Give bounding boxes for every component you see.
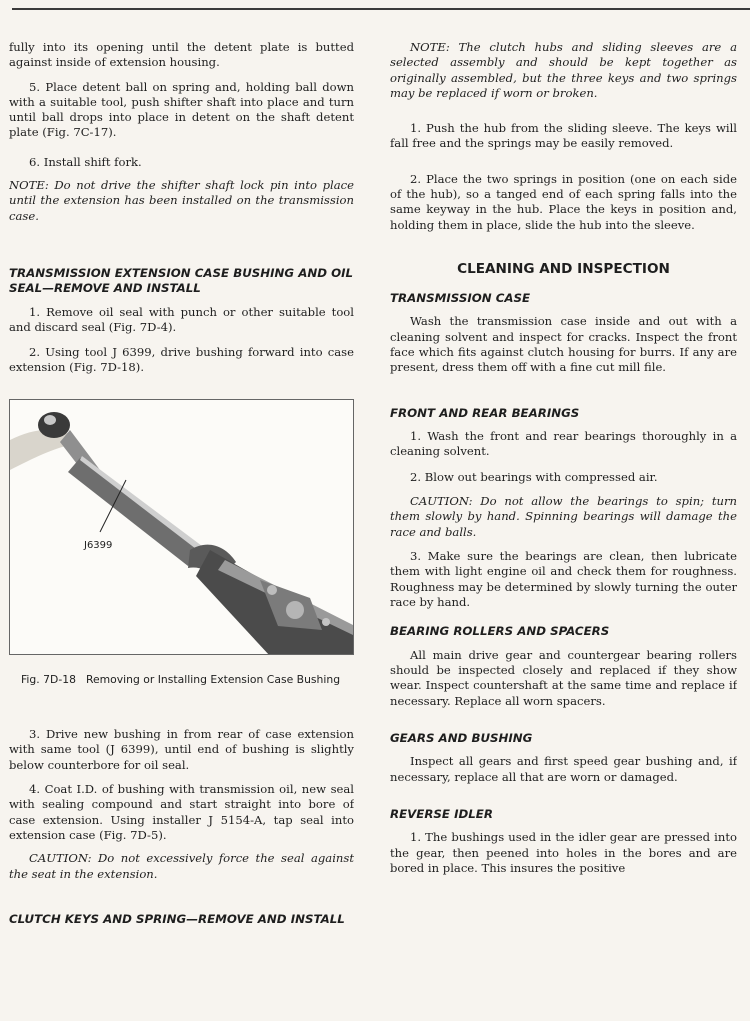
- heading-bearing-rollers: BEARING ROLLERS AND SPACERS: [390, 624, 610, 639]
- bearings-step-3: 3. Make sure the bearings are clean, then lubricate them with light engine oil and check them for roughness. Roughness may be determined by slowly turning the outer race by hand.: [390, 548, 737, 609]
- note-clutch-hubs: NOTE: The clutch hubs and sliding sleeves are a selected assembly and should be kept together as originally assembled, but the three keys and two springs may be replaced if worn or broken.: [390, 40, 737, 100]
- extension-bushing-photo: [10, 400, 354, 655]
- bushing-step-4: 4. Coat I.D. of bushing with transmission oil, new seal with sealing compound and start straight into bore of case extension. Using installer J 5154-A, tap seal into extension case (Fig. 7D-5).: [9, 782, 354, 842]
- bearings-step-1: 1. Wash the front and rear bearings thoroughly in a cleaning solvent.: [390, 429, 737, 459]
- right-column: [390, 40, 737, 1021]
- step-5: 5. Place detent ball on spring and, holding ball down with a suitable tool, push shifter shaft into place and turn until ball drops into place in detent on the shaft detent plate (Fig. 7C-17).: [9, 79, 354, 140]
- figure-number: Fig. 7D-18: [21, 673, 76, 687]
- figure-7d-18: [9, 399, 354, 655]
- heading-transmission-case: TRANSMISSION CASE: [390, 290, 531, 305]
- heading-front-rear-bearings: FRONT AND REAR BEARINGS: [390, 405, 580, 420]
- left-column: [9, 40, 354, 1021]
- clutch-step-1: 1. Push the hub from the sliding sleeve. The keys will fall free and the springs may be easily removed.: [390, 121, 737, 151]
- heading-bushing-oil-seal: TRANSMISSION EXTENSION CASE BUSHING AND OIL SEAL—REMOVE AND INSTALL: [9, 265, 354, 296]
- bushing-step-3: 3. Drive new bushing in from rear of case extension with same tool (J 6399), until end of bushing is slightly below counterbore for oil seal.: [9, 727, 354, 772]
- tool-label-j6399: J6399: [84, 540, 113, 552]
- paragraph-bearing-rollers: All main drive gear and countergear bearing rollers should be inspected closely and replaced if they show wear. Inspect countershaft at the same time and replace if necessary. Replace all worn spacers.: [390, 647, 737, 708]
- caution-seal-force: CAUTION: Do not excessively force the seal against the seat in the extension.: [9, 851, 354, 881]
- page-top-rule: [12, 8, 750, 10]
- paragraph-gears: Inspect all gears and first speed gear bushing and, if necessary, replace all that are worn or damaged.: [390, 754, 737, 784]
- paragraph-intro: fully into its opening until the detent plate is butted against inside of extension housing.: [9, 40, 354, 70]
- note-shifter-lock-pin: NOTE: Do not drive the shifter shaft lock pin into place until the extension has been installed on the transmission case.: [9, 178, 354, 223]
- figure-caption: [9, 673, 354, 687]
- bushing-step-1: 1. Remove oil seal with punch or other suitable tool and discard seal (Fig. 7D-4).: [9, 304, 354, 335]
- figure-title: Removing or Installing Extension Case Bushing: [85, 673, 341, 687]
- caution-bearings-spin: CAUTION: Do not allow the bearings to spin; turn them slowly by hand. Spinning bearings will damage the race and balls.: [390, 494, 737, 539]
- heading-reverse-idler: REVERSE IDLER: [390, 806, 493, 821]
- bearings-step-2: 2. Blow out bearings with compressed air.: [410, 469, 658, 484]
- bushing-step-2: 2. Using tool J 6399, drive bushing forward into case extension (Fig. 7D-18).: [9, 344, 354, 374]
- clutch-step-2: 2. Place the two springs in position (one on each side of the hub), so a tanged end of each spring falls into the same keyway in the hub. Place the keys in position and, holding them in place, slide the hub into the sleeve.: [390, 171, 737, 232]
- heading-gears-bushing: GEARS AND BUSHING: [390, 730, 533, 745]
- heading-cleaning-inspection: CLEANING AND INSPECTION: [457, 260, 670, 277]
- paragraph-transmission-case: Wash the transmission case inside and out with a cleaning solvent and inspect for cracks. Inspect the front face which fits against clutch housing for burrs. If any are present, dress them off with a fine cut mill file.: [390, 314, 737, 375]
- heading-clutch-keys: CLUTCH KEYS AND SPRING—REMOVE AND INSTALL: [9, 911, 345, 926]
- step-6: 6. Install shift fork.: [29, 154, 142, 169]
- reverse-idler-step-1: 1. The bushings used in the idler gear are pressed into the gear, then peened into holes in the bores and are bored in place. This insures the positive: [390, 830, 737, 875]
